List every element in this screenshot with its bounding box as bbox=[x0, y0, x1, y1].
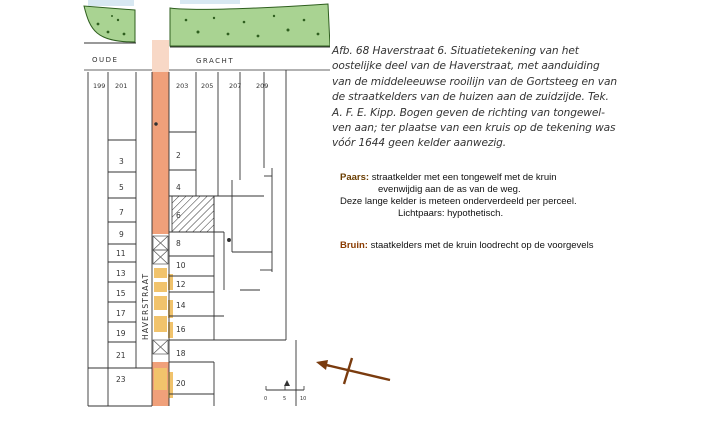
scale-tick: 5 bbox=[283, 396, 287, 402]
scale-tick: 10 bbox=[300, 396, 307, 402]
legend-paars bbox=[340, 172, 577, 220]
north-number: 201 bbox=[115, 82, 128, 90]
east-number: 16 bbox=[176, 325, 186, 334]
legend-paars-line3: Deze lange kelder is meteen onderverdeeld per perceel. bbox=[340, 196, 577, 207]
west-number: 13 bbox=[116, 269, 126, 278]
legend-paars-line1: straatkelder met een tongewelf met de kruin bbox=[369, 172, 557, 183]
east-number: 4 bbox=[176, 183, 181, 192]
west-number: 5 bbox=[119, 183, 124, 192]
legend-bruin-label: Bruin: bbox=[340, 240, 368, 251]
west-number: 3 bbox=[119, 157, 124, 166]
scale-tick: 0 bbox=[264, 396, 268, 402]
no-cellar-crosses bbox=[153, 236, 168, 354]
north-arrow-icon bbox=[284, 380, 290, 386]
east-number: 2 bbox=[176, 151, 181, 160]
caption-line: ven aan; ter plaatse van een kruis op de tekening was bbox=[332, 122, 616, 135]
legend-paars-line4: Lichtpaars: hypothetisch. bbox=[398, 208, 504, 219]
east-number: 6 bbox=[176, 211, 181, 220]
north-number: 207 bbox=[229, 82, 242, 90]
figure-caption bbox=[332, 44, 704, 152]
east-number: 20 bbox=[176, 379, 186, 388]
west-number: 17 bbox=[116, 309, 126, 318]
caption-line: Afb. 68 Haverstraat 6. Situatietekening van het bbox=[332, 45, 579, 57]
caption-line: van de middeleeuwse rooilijn van de Gortsteeg en van bbox=[332, 75, 617, 88]
west-numbers bbox=[116, 157, 126, 384]
legend-paars-label: Paars: bbox=[340, 172, 370, 183]
north-numbers bbox=[93, 82, 268, 90]
west-number: 15 bbox=[116, 289, 126, 298]
canal-hedges bbox=[84, 0, 330, 47]
situation-map bbox=[0, 0, 330, 424]
north-number: 205 bbox=[201, 82, 214, 90]
west-number: 19 bbox=[116, 329, 126, 338]
west-number: 21 bbox=[116, 351, 126, 360]
direction-arrow-overlay bbox=[300, 340, 410, 400]
north-number: 199 bbox=[93, 82, 106, 90]
caption-line: A. F. E. Kipp. Bogen geven de richting van tongewel- bbox=[332, 106, 605, 119]
legend-bruin bbox=[340, 240, 593, 252]
canal-label-left: OUDE bbox=[92, 56, 119, 64]
street-cellar-paars bbox=[152, 72, 169, 234]
west-number: 7 bbox=[119, 208, 124, 217]
arrow-head-icon bbox=[316, 360, 328, 370]
east-number: 10 bbox=[176, 261, 186, 270]
west-number: 11 bbox=[116, 249, 126, 258]
west-number: 9 bbox=[119, 230, 124, 239]
street-name-label: HAVERSTRAAT bbox=[141, 272, 150, 340]
caption-line: de straatkelders van de huizen aan de zuidzijde. Tek. bbox=[332, 91, 609, 104]
east-number: 18 bbox=[176, 349, 186, 358]
east-number: 14 bbox=[176, 301, 186, 310]
east-number: 8 bbox=[176, 239, 181, 248]
east-number: 12 bbox=[176, 280, 186, 289]
west-number: 23 bbox=[116, 375, 126, 384]
north-number: 209 bbox=[256, 82, 269, 90]
legend-bruin-text: staatkelders met de kruin loodrecht op de voorgevels bbox=[367, 240, 594, 251]
legend-paars-line2: evenwijdig aan de as van de weg. bbox=[378, 184, 521, 195]
canal-label-right: GRACHT bbox=[196, 57, 235, 65]
caption-line: oostelijke deel van de Haverstraat, met aanduiding bbox=[332, 60, 600, 73]
north-number: 203 bbox=[176, 82, 189, 90]
caption-line: vóór 1644 geen kelder aanwezig. bbox=[332, 137, 507, 150]
east-numbers bbox=[176, 151, 186, 388]
street-cellars-bruin bbox=[154, 268, 173, 398]
